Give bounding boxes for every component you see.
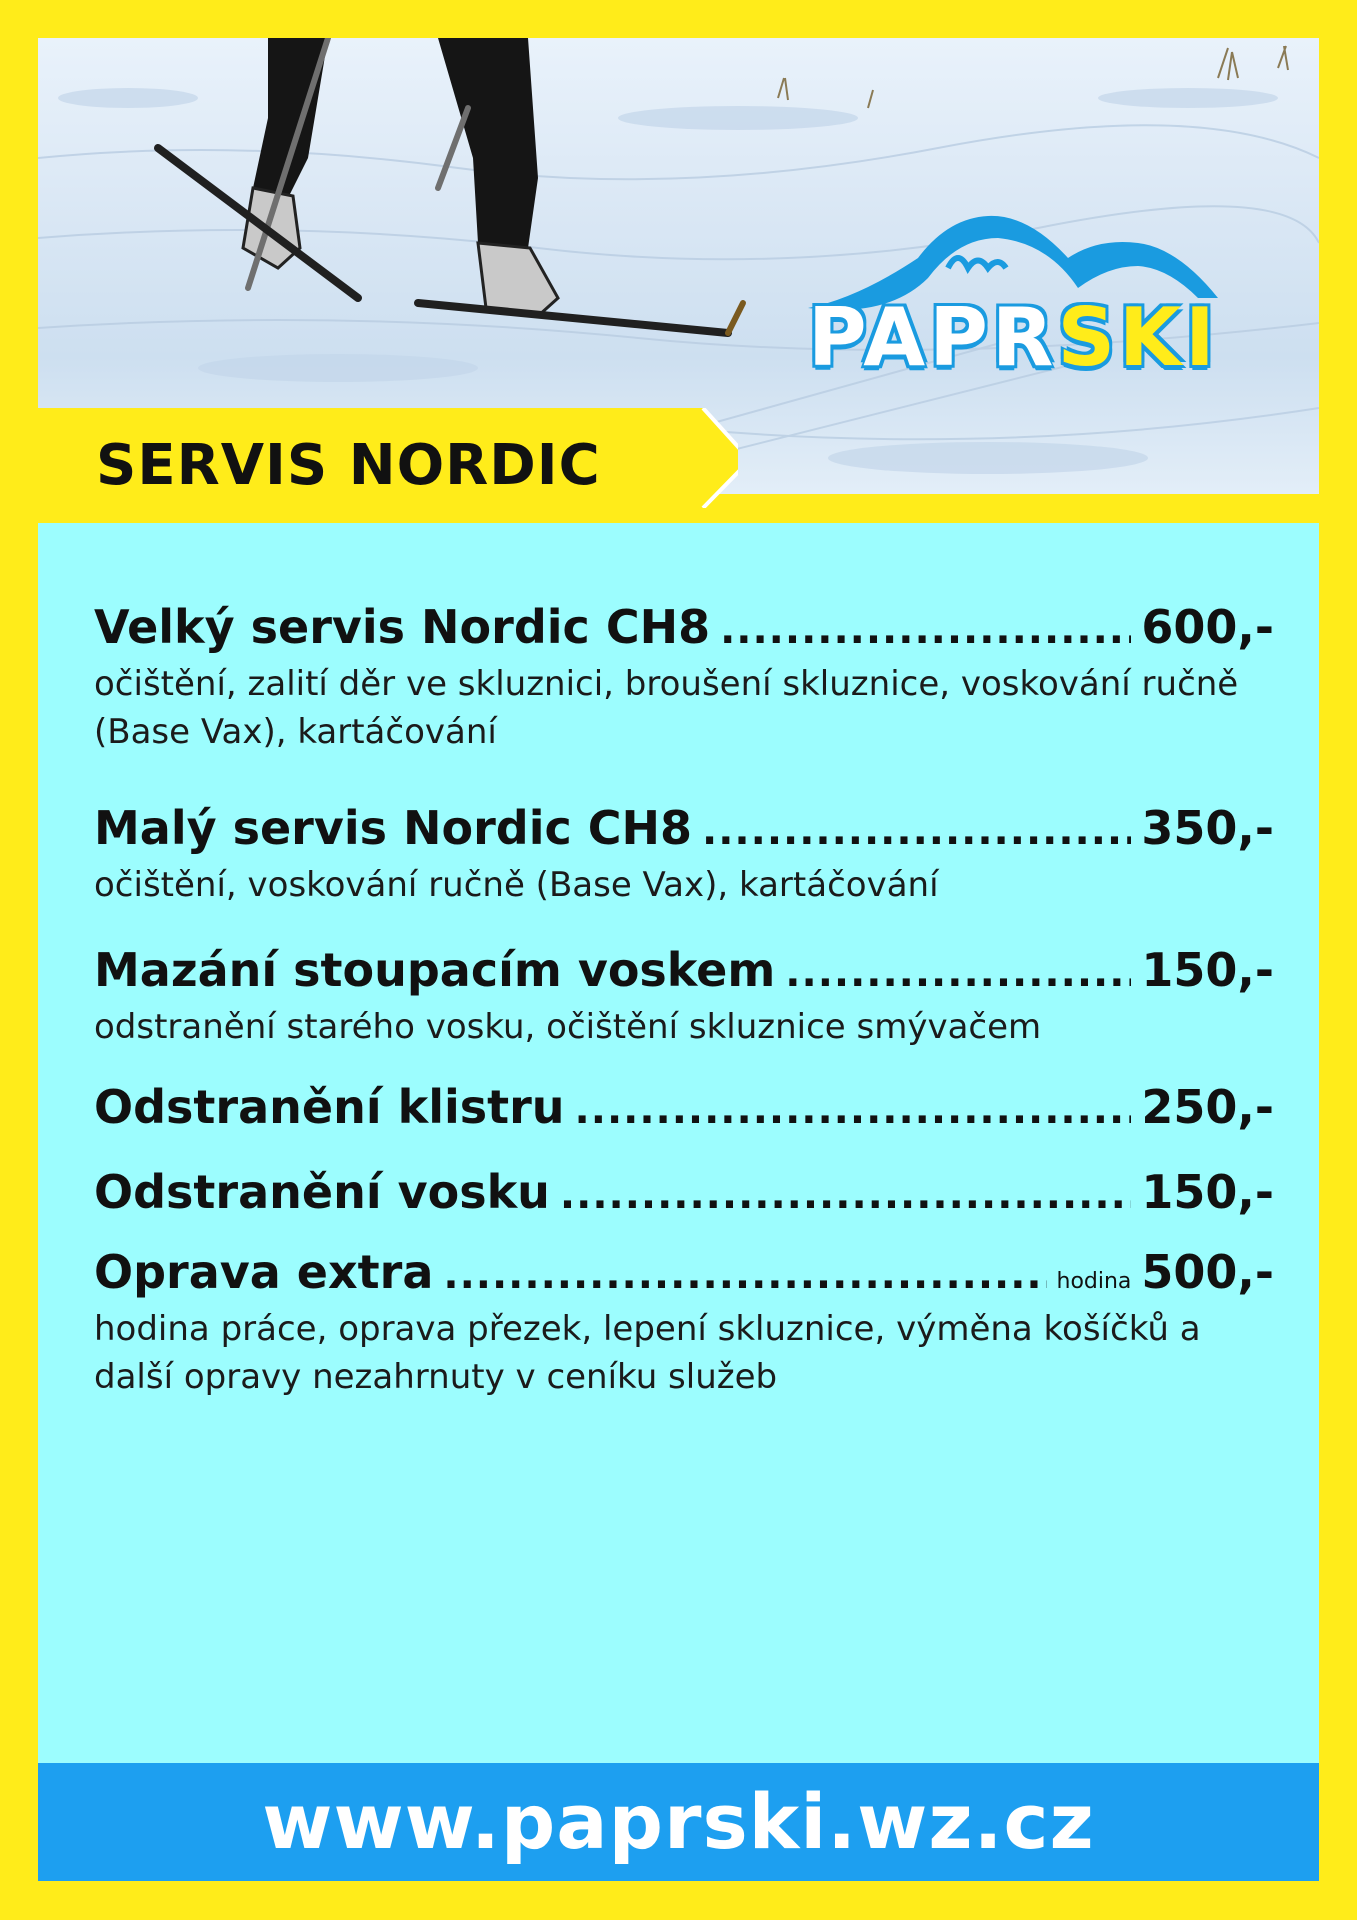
dot-leader bbox=[785, 949, 1131, 997]
service-item bbox=[94, 600, 1274, 756]
service-name: Velký servis Nordic CH8 bbox=[94, 600, 711, 654]
service-row bbox=[94, 943, 1274, 998]
dot-leader bbox=[575, 1086, 1132, 1134]
service-name: Odstranění vosku bbox=[94, 1165, 550, 1219]
logo-text-papr: PAPR bbox=[808, 291, 1058, 384]
service-price: 600,- bbox=[1141, 600, 1274, 654]
service-name: Mazání stoupacím voskem bbox=[94, 943, 776, 997]
service-item bbox=[94, 943, 1274, 1052]
dot-leader bbox=[702, 807, 1131, 855]
title-banner bbox=[38, 408, 738, 508]
price-list-panel bbox=[38, 523, 1319, 1763]
service-name: Malý servis Nordic CH8 bbox=[94, 801, 693, 855]
service-price: 500,- bbox=[1141, 1245, 1274, 1299]
service-name: Odstranění klistru bbox=[94, 1080, 565, 1134]
service-row bbox=[94, 1245, 1274, 1300]
service-description: očištění, voskování ručně (Base Vax), kartáčování bbox=[94, 865, 939, 906]
service-price: 350,- bbox=[1141, 801, 1274, 855]
page-title: SERVIS NORDIC bbox=[96, 433, 601, 498]
service-name: Oprava extra bbox=[94, 1245, 434, 1299]
service-description: hodina práce, oprava přezek, lepení skluznice, výměna košíčků a další opravy nezahrnuty v ceníku služeb bbox=[94, 1309, 1201, 1397]
service-description: očištění, zalití děr ve skluznici, broušení skluznice, voskování ručně (Base Vax), kartáčování bbox=[94, 664, 1239, 752]
dot-leader bbox=[720, 606, 1131, 654]
service-row bbox=[94, 600, 1274, 655]
dot-leader bbox=[560, 1171, 1131, 1219]
service-row bbox=[94, 1080, 1274, 1135]
service-unit: hodina bbox=[1056, 1269, 1132, 1294]
service-item bbox=[94, 1245, 1274, 1401]
service-item bbox=[94, 1165, 1274, 1220]
service-price: 250,- bbox=[1141, 1080, 1274, 1134]
footer-bar bbox=[38, 1763, 1319, 1881]
service-price: 150,- bbox=[1141, 943, 1274, 997]
service-row bbox=[94, 1165, 1274, 1220]
service-price: 150,- bbox=[1141, 1165, 1274, 1219]
service-item bbox=[94, 801, 1274, 910]
service-item bbox=[94, 1080, 1274, 1135]
logo-text-ski: SKI bbox=[1057, 291, 1219, 384]
logo-text bbox=[808, 291, 1219, 384]
service-row bbox=[94, 801, 1274, 856]
paprski-logo bbox=[798, 198, 1268, 388]
dot-leader bbox=[443, 1251, 1046, 1299]
website-url[interactable]: www.paprski.wz.cz bbox=[262, 1777, 1095, 1866]
service-description: odstranění starého vosku, očištění skluznice smývačem bbox=[94, 1007, 1042, 1048]
